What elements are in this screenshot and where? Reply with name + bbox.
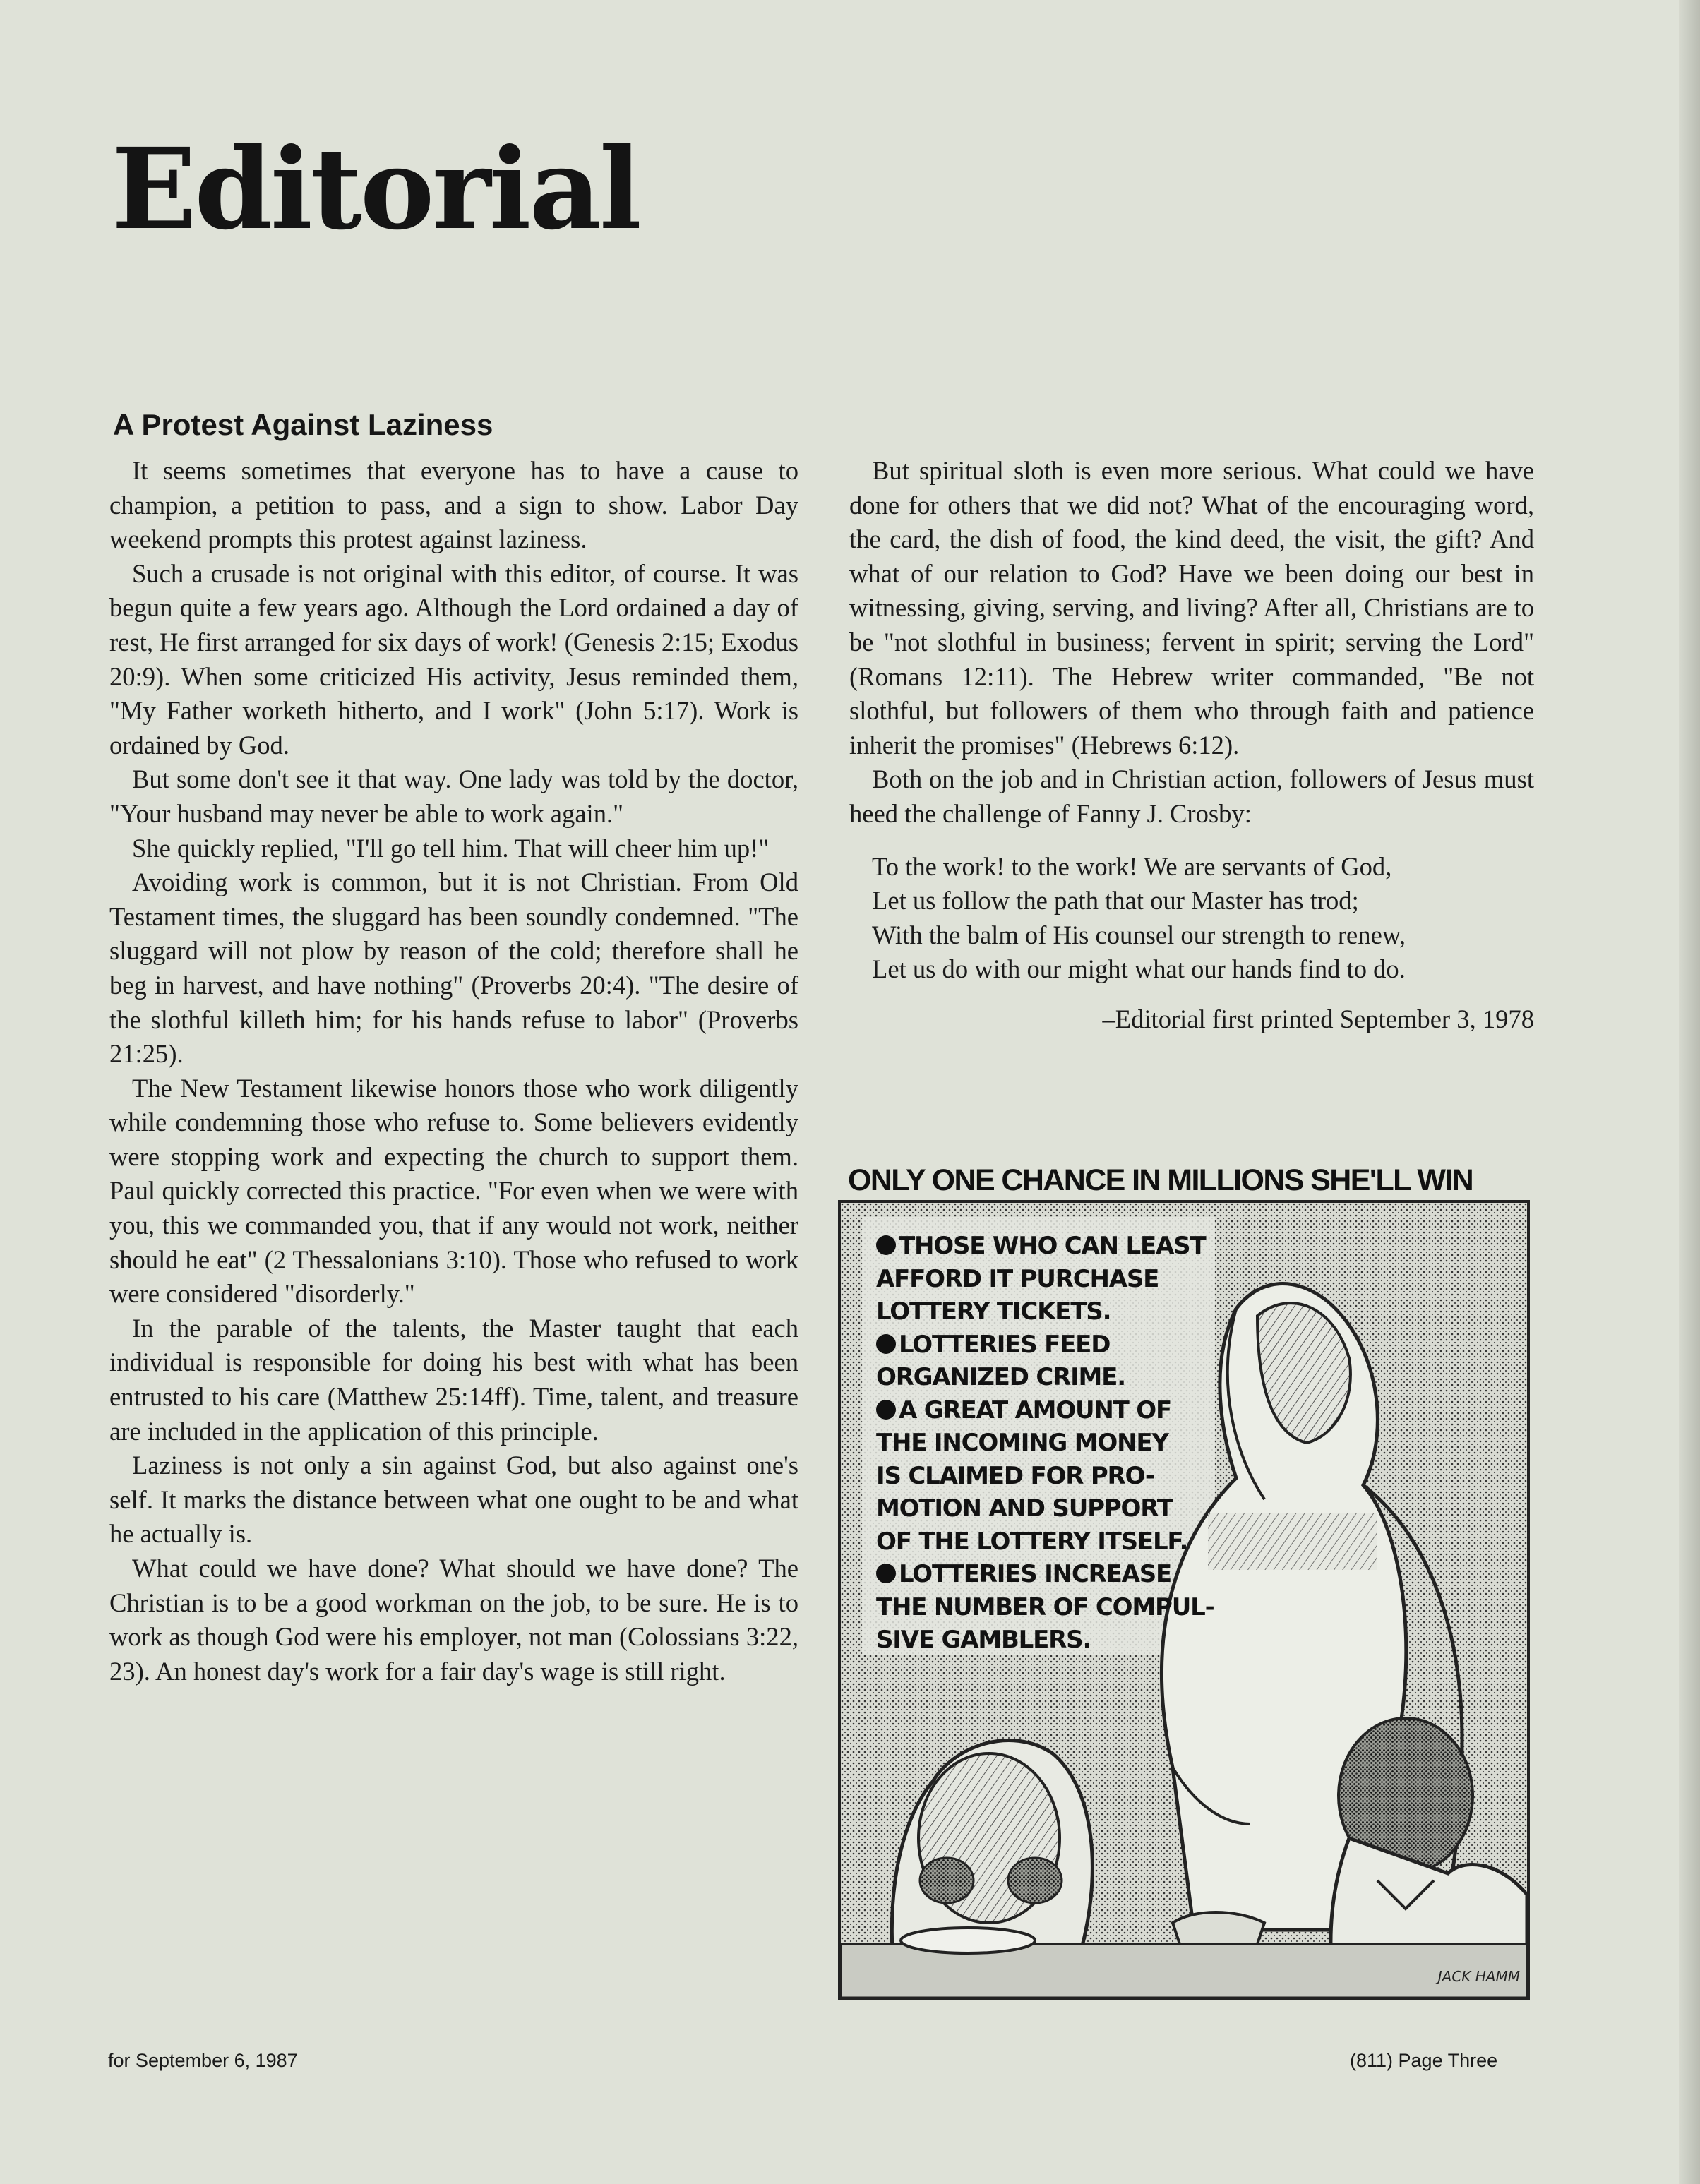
- article-paragraph: Both on the job and in Christian action, followers of Jesus must heed the challenge of Fanny J. Crosby:: [849, 764, 1534, 828]
- footer-page-number: (811) Page Three: [1350, 2050, 1498, 2071]
- article-paragraph: She quickly replied, "I'll go tell him. That will cheer him up!": [132, 833, 770, 863]
- lottery-cartoon: [838, 1200, 1530, 2000]
- cartoon-title: ONLY ONE CHANCE IN MILLIONS SHE'LL WIN: [848, 1163, 1473, 1197]
- article-right-column: [849, 454, 1534, 1037]
- article-paragraph: What could we have done? What should we have done? The Christian is to be a good workman on the job, to be sure. He is to work as though God were his employer, not man (Colossians 3:22, 23). An honest day's work for a fair day's wage is still right.: [109, 1554, 798, 1686]
- article-heading: A Protest Against Laziness: [113, 408, 493, 441]
- hymn-line: Let us follow the path that our Master has trod;: [872, 886, 1359, 916]
- bowl: [901, 1928, 1035, 1953]
- page-edge: [1679, 0, 1700, 2184]
- hymn-line: To the work! to the work! We are servants of God,: [872, 851, 1392, 881]
- caption-line: IS CLAIMED FOR PRO-: [876, 1461, 1154, 1490]
- caption-line: THE NUMBER OF COMPUL-: [876, 1592, 1214, 1621]
- footer-date: for September 6, 1987: [108, 2050, 298, 2071]
- bullet-icon: [876, 1235, 896, 1255]
- artist-signature: JACK HAMM: [1437, 1968, 1520, 1985]
- article-paragraph: The New Testament likewise honors those who work diligently while condemning those who refuse to. Some believers evidently were stopping work and expecting the church to support them. Paul quickly corrected this practice. "For even when we were with you, this we commanded you, that if any would not work, neither should he eat" (2 Thessalonians 3:10). Those who refused to work were considered "disorderly.": [109, 1073, 798, 1309]
- article-paragraph: But some don't see it that way. One lady was told by the doctor, "Your husband may never be able to work again.": [109, 764, 798, 828]
- caption-line: THE INCOMING MONEY: [876, 1429, 1168, 1457]
- hymn-line: Let us do with our might what our hands find to do.: [872, 954, 1406, 984]
- editorial-credit: –Editorial first printed September 3, 1978: [1102, 1004, 1534, 1033]
- caption-line: AFFORD IT PURCHASE: [876, 1264, 1159, 1293]
- article-paragraph: Laziness is not only a sin against God, but also against one's self. It marks the distance between what one ought to be and what he actually is.: [109, 1451, 798, 1549]
- page-title: Editorial: [112, 124, 640, 255]
- caption-line: SIVE GAMBLERS.: [876, 1626, 1091, 1654]
- caption-line: A GREAT AMOUNT OF: [876, 1394, 1208, 1427]
- caption-line: LOTTERIES INCREASE: [876, 1558, 1208, 1591]
- caption-line: LOTTERY TICKETS.: [876, 1297, 1111, 1326]
- caption-line: ORGANIZED CRIME.: [876, 1363, 1125, 1391]
- article-paragraph: Avoiding work is common, but it is not Christian. From Old Testament times, the sluggard has been soundly condemned. "The sluggard will not plow by reason of the cold; therefore shall he beg in harvest, and have nothing" (Proverbs 20:4). "The desire of the slothful killeth him; for his hands refuse to labor" (Proverbs 21:25).: [109, 868, 798, 1069]
- caption-line: THOSE WHO CAN LEAST: [876, 1230, 1208, 1263]
- bullet-icon: [876, 1564, 896, 1583]
- hymn-line: With the balm of His counsel our strength to renew,: [872, 920, 1406, 949]
- article-left-column: [109, 454, 798, 1688]
- caption-line: LOTTERIES FEED: [876, 1328, 1208, 1362]
- bullet-icon: [876, 1400, 896, 1420]
- article-paragraph: But spiritual sloth is even more serious. What could we have done for others that we did not? What of the encouraging word, the card, the dish of food, the kind deed, the visit, the gift? And what of our relation to God? Have we been doing our best in witnessing, giving, serving, and living? After all, Christians are to be "not slothful in business; fervent in spirit; serving the Lord" (Romans 12:11). The Hebrew writer commanded, "Be not slothful, but followers of them who through faith and patience inherit the promises" (Hebrews 6:12).: [849, 456, 1534, 760]
- hymn-quote: [872, 850, 1534, 987]
- article-paragraph: In the parable of the talents, the Master taught that each individual is responsible for doing his best with what has been entrusted to his care (Matthew 25:14ff). Time, talent, and treasure are included in the application of this principle.: [109, 1313, 798, 1446]
- article-paragraph: Such a crusade is not original with this editor, of course. It was begun quite a few years ago. Although the Lord ordained a day of rest, He first arranged for six days of work! (Genesis 2:15; Exodus 20:9). When some criticized His activity, Jesus reminded them, "My Father worketh hitherto, and I work" (John 5:17). Work is ordained by God.: [109, 558, 798, 760]
- article-paragraph: It seems sometimes that everyone has to have a cause to champion, a petition to pass, and a sign to show. Labor Day weekend prompts this protest against laziness.: [109, 456, 798, 554]
- caption-line: OF THE LOTTERY ITSELF.: [876, 1527, 1188, 1556]
- caption-line: MOTION AND SUPPORT: [876, 1494, 1173, 1523]
- bullet-icon: [876, 1334, 896, 1354]
- cartoon-caption: [876, 1230, 1214, 1657]
